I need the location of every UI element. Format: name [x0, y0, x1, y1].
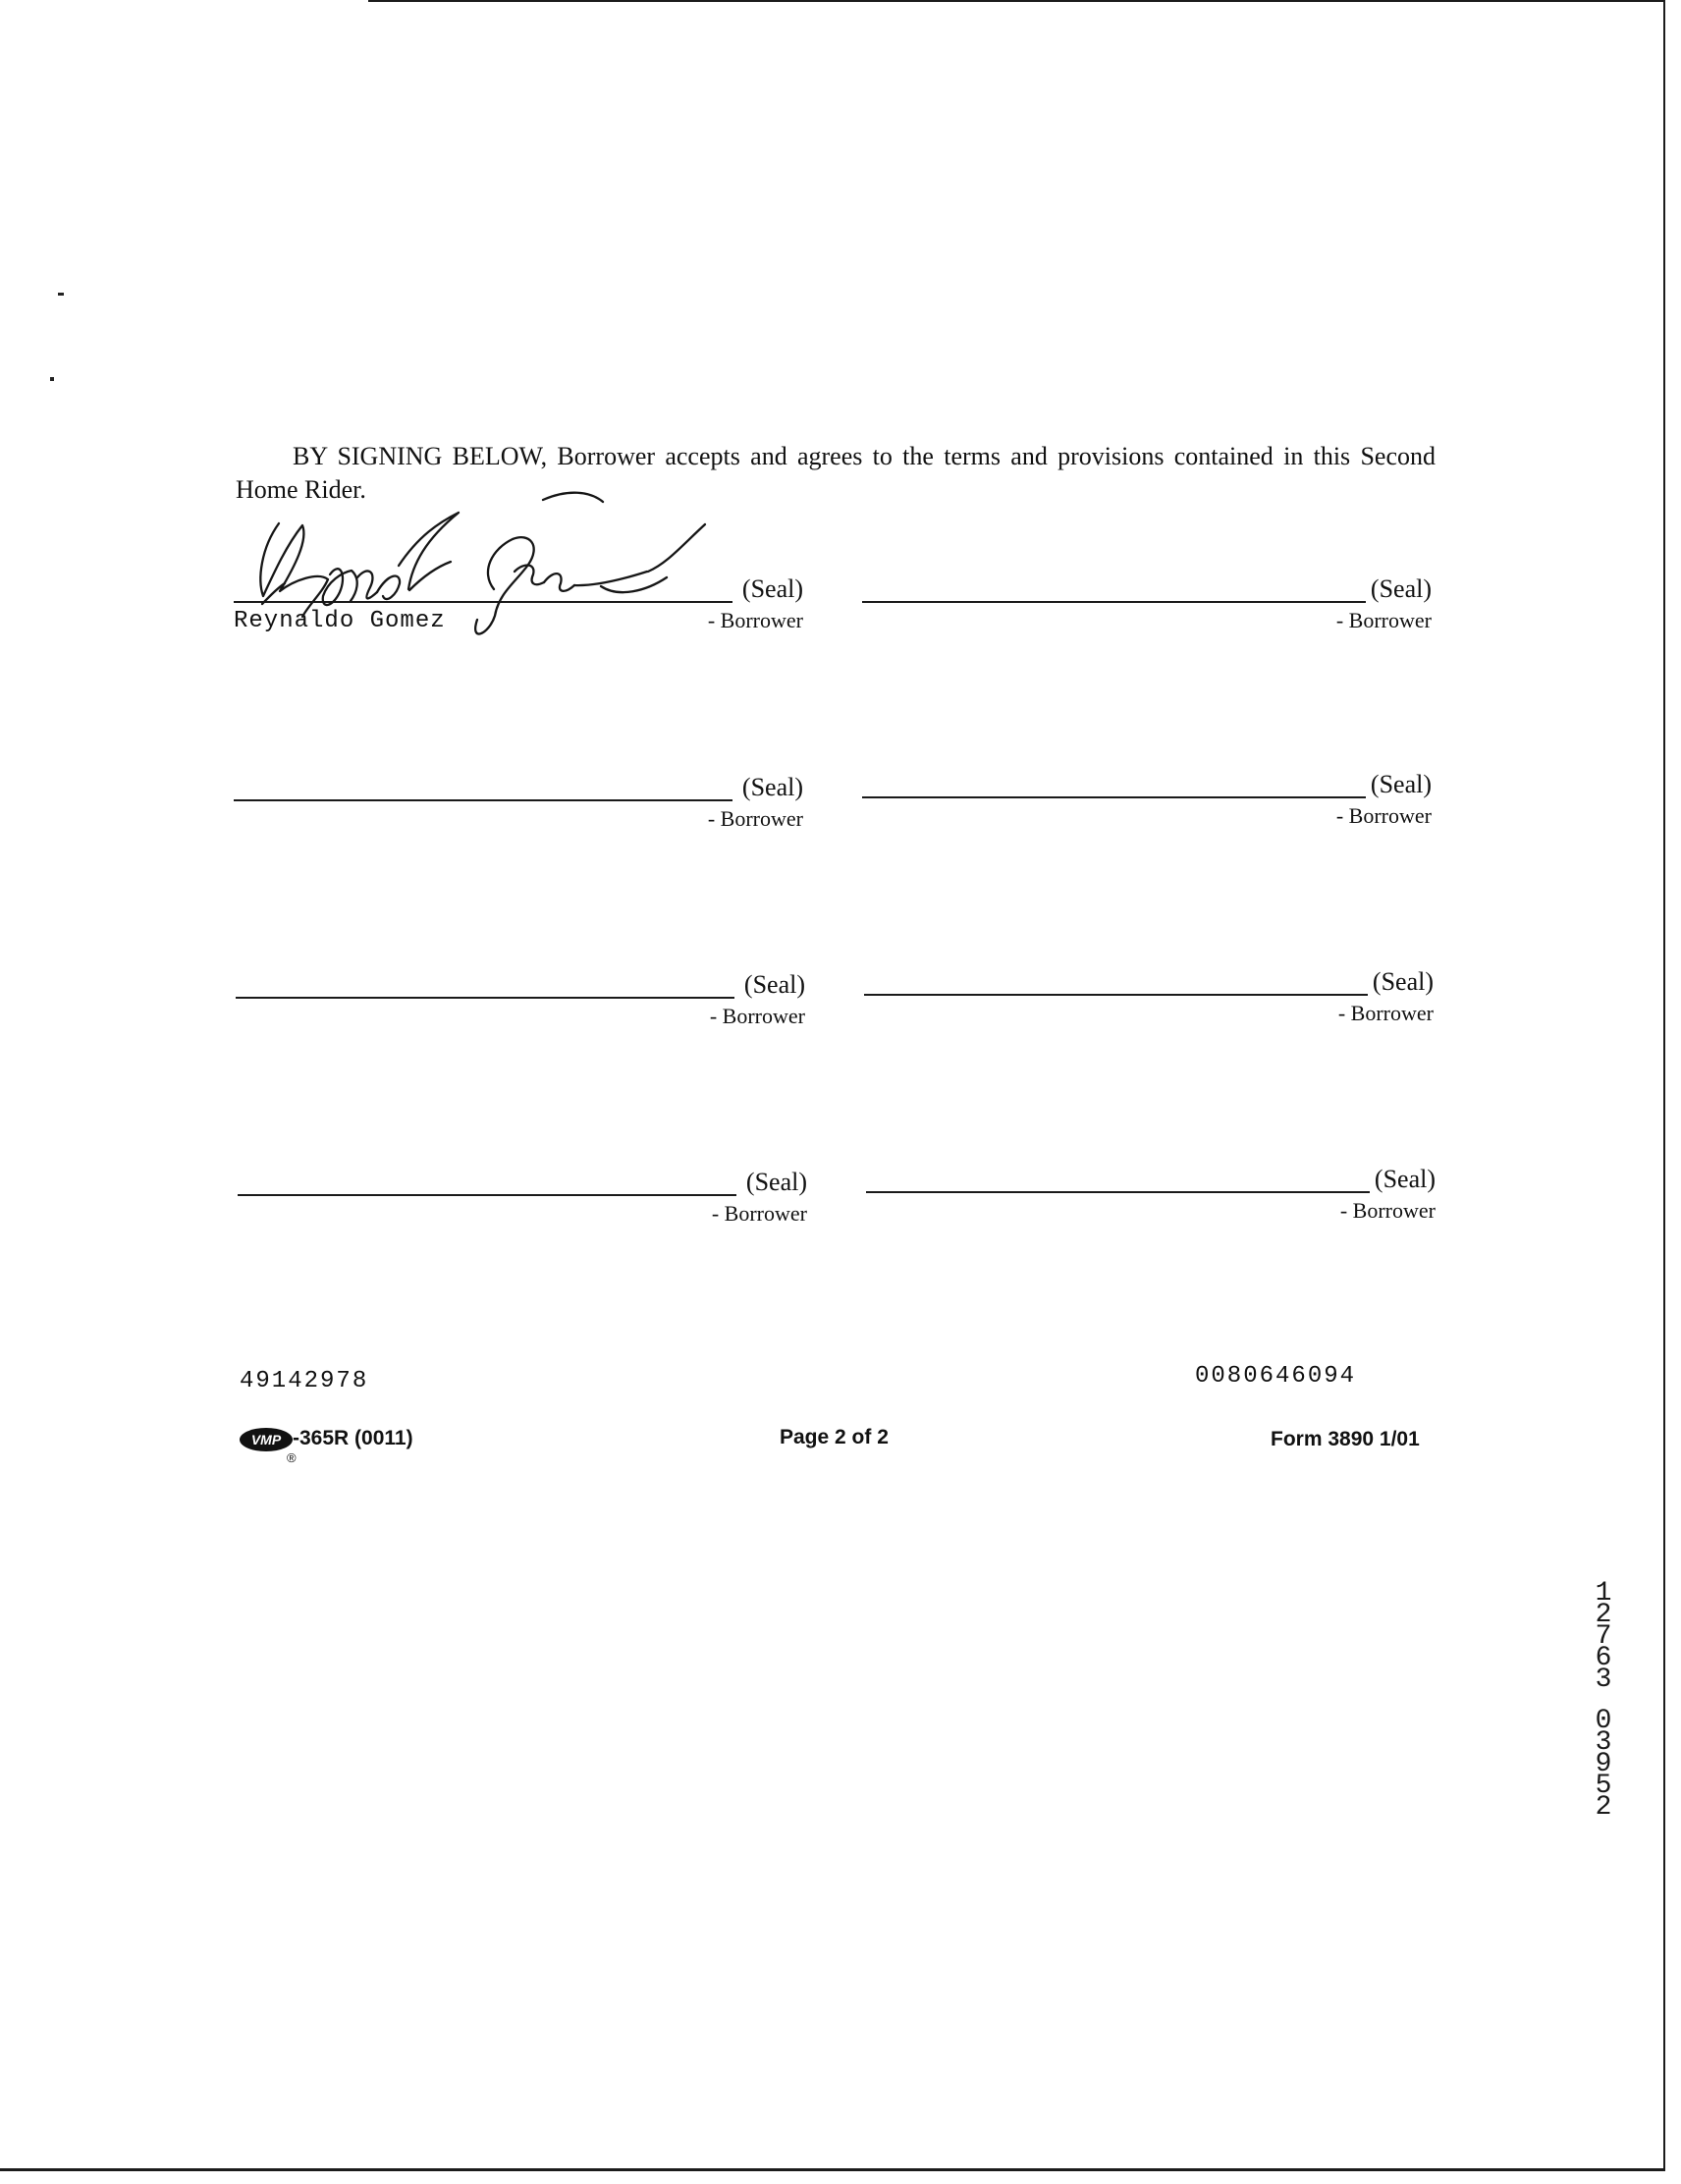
signature-line	[234, 799, 732, 801]
seal-label: (Seal)	[1370, 770, 1432, 798]
seal-label: (Seal)	[1374, 1165, 1436, 1193]
seal-label: (Seal)	[743, 970, 805, 999]
borrower-role-label: - Borrower	[709, 1004, 805, 1028]
borrower-role-label: - Borrower	[1339, 1198, 1436, 1223]
borrower-signature-block-7	[238, 1162, 807, 1227]
borrower-signature-block-2	[862, 569, 1432, 633]
signature-line	[236, 997, 734, 999]
signature-line	[862, 601, 1366, 603]
borrower-role-label: - Borrower	[711, 1201, 807, 1226]
borrower-role-label: - Borrower	[1335, 803, 1432, 828]
seal-label: (Seal)	[741, 574, 803, 603]
stamp-number-top: 1 2 7 6 3	[1595, 1578, 1612, 1695]
seal-label: (Seal)	[1372, 967, 1434, 996]
borrower-role-label: - Borrower	[707, 806, 803, 831]
registered-mark: ®	[287, 1450, 297, 1465]
scan-speck	[58, 293, 64, 296]
page-border-right	[1663, 0, 1665, 2170]
signature-line	[866, 1191, 1370, 1193]
seal-label: (Seal)	[1370, 574, 1432, 603]
signature-line	[864, 994, 1368, 996]
page-border-top	[368, 0, 1664, 2]
seal-label: (Seal)	[741, 773, 803, 801]
loan-number-right: 0080646094	[1195, 1363, 1357, 1390]
borrower-signature-block-6	[864, 961, 1434, 1026]
form-code-block	[240, 1422, 475, 1465]
page-number: Page 2 of 2	[780, 1426, 889, 1448]
seal-label: (Seal)	[745, 1168, 807, 1196]
borrower-role-label: - Borrower	[1335, 608, 1432, 632]
handwritten-signature	[234, 477, 803, 644]
signature-line	[862, 796, 1366, 798]
loan-number-left: 49142978	[240, 1368, 369, 1394]
signature-acknowledgment-text: BY SIGNING BELOW, Borrower accepts and agrees to the terms and provisions contained in this Second Home Rider.	[236, 442, 1436, 504]
borrower-signature-block-3	[234, 767, 803, 832]
form-number: Form 3890 1/01	[1271, 1428, 1420, 1450]
borrower-signature-block-8	[866, 1159, 1436, 1224]
stamp-number-bottom: 0 3 9 5 2	[1595, 1706, 1612, 1823]
borrower-role-label: - Borrower	[707, 608, 803, 632]
form-code: -365R (0011)	[293, 1427, 413, 1449]
borrower-name: Reynaldo Gomez	[234, 608, 446, 634]
borrower-signature-block-5	[236, 964, 805, 1029]
scan-speck	[50, 377, 54, 381]
page-border-bottom	[0, 2168, 1665, 2171]
borrower-role-label: - Borrower	[1337, 1001, 1434, 1025]
signature-line	[238, 1194, 736, 1196]
vmp-logo: VMP	[240, 1428, 293, 1451]
document-stamp	[1586, 1578, 1621, 1823]
borrower-signature-block-4	[862, 764, 1432, 829]
